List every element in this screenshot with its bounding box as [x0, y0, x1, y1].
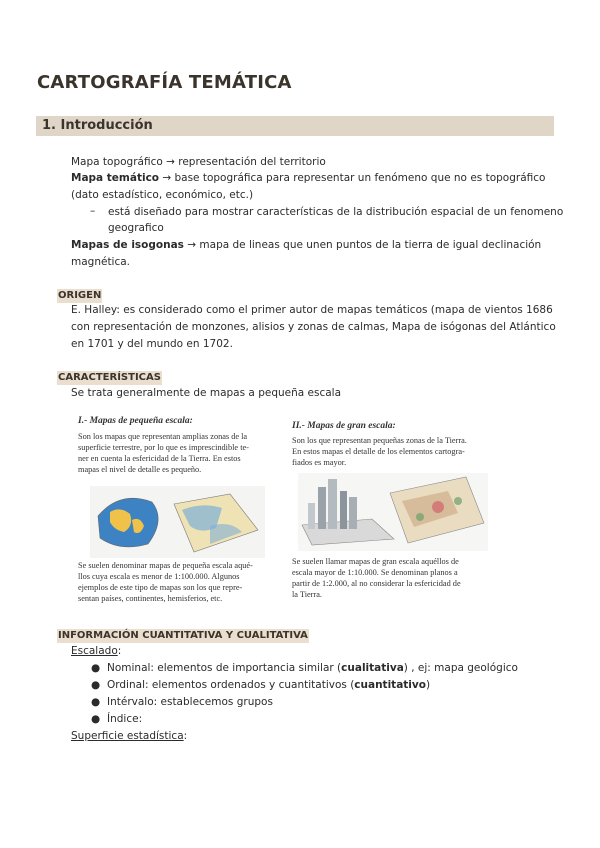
section-heading-bar [36, 116, 554, 136]
list-item-nominal: ● Nominal: elementos de importancia similar (cualitativa) , ej: mapa geológico [91, 662, 518, 674]
origen-line2: con representación de monzones, alisios y zonas de calmas, Mapa de isógonas del Atlántico [71, 321, 556, 333]
tag-origen: ORIGEN [58, 290, 102, 301]
term-isogonas: Mapas de isogonas [71, 239, 184, 251]
scanned-figure [70, 403, 496, 611]
list-item-indice: ● Índice: [91, 713, 143, 725]
page-title: CARTOGRAFÍA TEMÁTICA [37, 72, 292, 93]
paragraph-tematico [71, 170, 545, 187]
paragraph-dato: (dato estadístico, económico, etc.) [71, 189, 254, 201]
fig-left-text: Son los mapas que representan amplias zonas de la superficie terrestre, por lo que es imprescindible te- ner en cuenta la esfericidad de la Tierra. En estos mapas el nivel de detalle es pequeño. [78, 432, 249, 474]
dash-item-line2: geografico [108, 222, 164, 234]
tag-caracteristicas: CARACTERÍSTICAS [58, 372, 161, 383]
tag-informacion: INFORMACIÓN CUANTITATIVA Y CUALITATIVA [58, 630, 308, 641]
origen-line1: E. Halley: es considerado como el primer autor de mapas temáticos (mapa de vientos 1686 [71, 304, 553, 316]
list-item-ordinal: ● Ordinal: elementos ordenados y cuantitativos (cuantitativo) [91, 679, 431, 691]
building [328, 479, 337, 529]
paragraph-topografico: Mapa topográfico → representación del territorio [71, 156, 326, 168]
building [349, 497, 357, 529]
paragraph-magnetica: magnética. [71, 256, 131, 268]
building [308, 503, 315, 529]
fig-right-bottom-text: Se suelen llamar mapas de gran escala aquéllos de escala mayor de 1:10.000. Se denominan planos a partir de 1:2.000, al no considerar la esfericidad de la Tierra. [292, 557, 461, 599]
section-heading: 1. Introducción [42, 118, 153, 133]
fig-left-title: I.- Mapas de pequeña escala: [78, 416, 193, 426]
fig-right-title: II.- Mapas de gran escala: [292, 421, 396, 431]
list-item-intervalo: ● Intérvalo: establecemos grupos [91, 696, 273, 708]
origen-line3: en 1701 y del mundo en 1702. [71, 338, 233, 350]
fig-left-bottom-text: Se suelen denominar mapas de pequeña escala aqué- llos cuya escala es menor de 1:100.000. Algunos ejemplos de este tipo de mapas son los que repre- sentan países, continentes, hemisferios, etc. [78, 561, 253, 603]
dash-marker: – [90, 205, 96, 217]
fig-right-text: Son los que representan pequeñas zonas de la Tierra. En estos mapas el detalle de los elementos cartogra- fiados es mayor. [292, 436, 467, 467]
building [318, 487, 326, 529]
caracteristicas-line1: Se trata generalmente de mapas a pequeña escala [71, 387, 342, 399]
dash-item-line1: está diseñado para mostrar características de la distribución espacial de un fenomeno [108, 206, 564, 218]
escalado-label: Escalado: [71, 645, 122, 657]
large-scale-map-illustration [298, 473, 488, 551]
paragraph-isogonas [71, 237, 541, 254]
definition-mapa-tematico: → base topográfica para representar un fenómeno que no es topográfico [159, 172, 546, 184]
building [340, 491, 347, 529]
term-mapa-tematico: Mapa temático [71, 172, 160, 184]
small-scale-map-illustration [90, 486, 265, 558]
superficie-label: Superficie estadística: [71, 730, 188, 742]
definition-isogonas: → mapa de lineas que unen puntos de la tierra de igual declinación [183, 239, 542, 251]
